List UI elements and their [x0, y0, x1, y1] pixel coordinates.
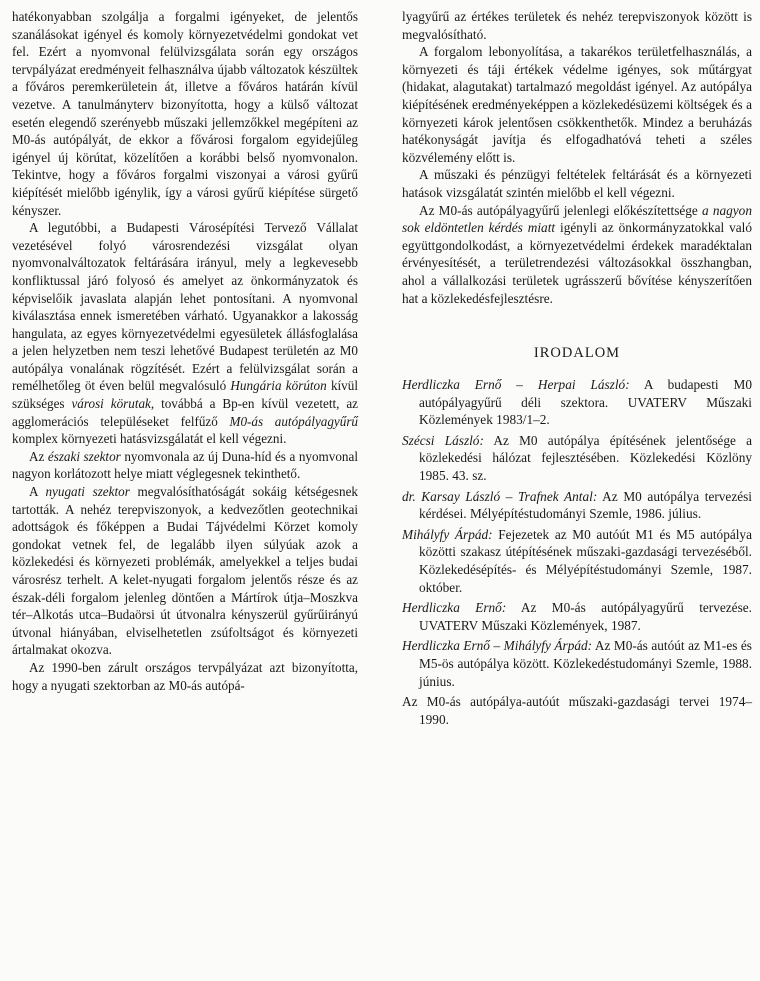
text-run: A legutóbbi, a Budapesti Városépítési Tervező Vállalat vezetésével folyó városrendezési vizsgálat olyan nyomvonalváltozatok feltárására irányul, mely a legkevesebb konfliktussal járó folyosó és amelyet az önkormányzatok és képviselőik javaslata alapján lehet pontosítani. A nyomvonal kiválasztása ennek ismeretében várható. Ugyanakkor a lakosság hangulata, az egyes környezetvédelmi egyesületek állásfoglalása a jelen helyzetben nem teszi lehetővé Budapest területén az M0 autópálya vonalának rögzítését. Ezért a felülvizsgálat során a remélhetőleg öt éven belül megvalósuló: [12, 220, 358, 394]
reference-text: Az M0-ás autóút az M1-es és M5-ös autópálya között. Közlekedéstudományi Szemle, 1988. június.: [419, 638, 752, 689]
references-heading: IRODALOM: [533, 345, 621, 362]
emphasis: Hungária körúton: [230, 378, 327, 394]
reference-author: Herdliczka Ernő:: [402, 600, 507, 616]
emphasis: városi körutak,: [71, 396, 155, 412]
text-run: megvalósíthatóságát sokáig kétségesnek tartották. A nehéz terepviszonyok, a kedvezőtlen geotechnikai adottságok és főképpen a Budai Tájvédelmi Körzet komoly gondokat vetnek fel, de legalább ilyen súlyúak azok a közlekedési és környezeti problémák, amelyekkel a teljes budai városrész terhelt. A kelet-nyugati forgalom jelentős része és az észak-déli forgalom jelenleg döntően a Mártírok útja–Moszkva tér–Alkotás utca–Budaörsi út útvonalra kényszerül gyűrűirányú útvonal hiányában, elviselhetetlen zsúfoltságot és környezeti ártalmakat okozva.: [12, 484, 358, 658]
text-run: Az M0-ás autópályagyűrű jelenlegi előkészítettsége: [419, 202, 703, 218]
text-run: komplex környezeti hatásvizsgálatát el kell végezni.: [12, 431, 287, 447]
reference-text: Az M0-ás autópálya-autóút műszaki-gazdasági tervei 1974–1990.: [402, 694, 752, 727]
text-run: nyomvonala az új Duna-híd és a nyomvonal nagyon korlátozott helye miatt véglegesnek tekinthető.: [12, 448, 358, 482]
text-run: A: [29, 484, 46, 500]
reference-author: dr. Karsay László – Trafnek Antal:: [402, 488, 598, 504]
reference-item: [402, 488, 752, 523]
right-column: [402, 8, 752, 731]
reference-text: Az M0 autópálya építésének jelentősége a közlekedési hálózat fejlesztésében. Közlekedési Közlöny 1985. 43. sz.: [419, 432, 753, 484]
reference-text: Az M0 autópálya tervezési kérdései. Mélyépítéstudományi Szemle, 1986. július.: [419, 488, 752, 522]
reference-item: [402, 376, 752, 429]
reference-text: A budapesti M0 autópályagyűrű déli szektora. UVATERV Műszaki Közlemények 1983/1–2.: [419, 377, 752, 428]
reference-item: [402, 599, 752, 634]
paragraph: [12, 483, 358, 659]
reference-text: Az M0-ás autópályagyűrű tervezése. UVATERV Műszaki Közlemények, 1987.: [419, 600, 752, 633]
emphasis: északi szektor: [47, 448, 121, 464]
reference-text: Fejezetek az M0 autóút M1 és M5 autópálya közötti szakasz útépítésének műszaki-gazdasági tervezéséből. Közlekedésépítés- és Mélyépítéstudományi Szemle, 1987. október.: [419, 526, 752, 595]
reference-author: Szécsi László:: [402, 432, 484, 448]
emphasis: a nagyon sok eldöntetlen kérdés miatt: [402, 202, 752, 236]
paragraph: A műszaki és pénzügyi feltételek feltárását és a környezeti hatások vizsgálatát szintén mielőbb el kell végezni.: [402, 167, 752, 200]
reference-author: Mihályfy Árpád:: [402, 526, 493, 542]
text-run: igényli az önkormányzatokkal való együttgondolkodást, a környezetvédelmi érdekek maradéktalan érvényesítését, a területrendezési változásokkal összhangban, ahol a vállalkozási területek ugrásszerű bővítése kényszerítően hat a közlekedésfejlesztésre.: [402, 220, 752, 306]
paragraph: Az 1990-ben zárult országos tervpályázat azt bizonyította, hogy a nyugati szektorban az M0-ás autópá-: [12, 659, 358, 693]
text-run: kívül szükséges: [12, 378, 358, 412]
reference-author: Herdliczka Ernő – Mihályfy Árpád:: [402, 638, 593, 654]
reference-item: [402, 637, 752, 690]
reference-item: [402, 526, 752, 596]
paragraph: [402, 202, 752, 308]
left-column: [12, 8, 358, 694]
paragraph: [12, 219, 358, 448]
reference-item: [402, 432, 752, 485]
paragraph: A forgalom lebonyolítása, a takarékos területfelhasználás, a környezeti és táji értékek védelme igényes, sok műtárgyat (hidakat, alagutakat) tartalmazó megoldást igényel. Az autópálya kiépítésének eredményeképpen a közlekedésüzemi költségek és a környezeti károk jelentősen csökkenthetők. Mindez a beruházás hatékonyságát javítja és elfogadhatóvá teheti a széles közvélemény előtt is.: [402, 44, 752, 165]
paragraph: hatékonyabban szolgálja a forgalmi igényeket, de jelentős szanálásokat igényel és komoly környezetvédelmi gondokat vet fel. Ezért a nyomvonal felülvizsgálata során egy országos tervpályázat eredményeit felhasználva újabb változatok készültek a főváros peremkerületein át, illetve a főváros határán kívül vezetve. A tanulmányterv bizonyította, hogy a külső változat esetén elegendő szerényebb műszaki jellemzőkkel megépíteni az M0-ás autópályát, de ekkor a fővárosi forgalom egyidejűleg igényel új körútat, közelítően a korábbi belső nyomvonalon. Tekintve, hogy a főváros forgalmi viszonyai a városi gyűrű kiépítését mielőbb igénylik, így a városi gyűrű kiépítése sürgető kényszer.: [12, 9, 358, 218]
paragraph: [12, 448, 358, 483]
paragraph: lyagyűrű az értékes területek és nehéz terepviszonyok között is megvalósítható.: [402, 9, 752, 42]
reference-author: Herdliczka Ernő – Herpai László:: [402, 377, 630, 393]
emphasis: M0-ás autópályagyűrű: [229, 413, 359, 429]
emphasis: nyugati szektor: [45, 484, 130, 500]
text-run: továbbá a Bp-en kívül vezetett, az agglomerációs településeket felfűző: [12, 396, 358, 429]
reference-item: [402, 693, 752, 728]
text-run: Az: [29, 448, 48, 464]
reference-list: [402, 376, 752, 728]
